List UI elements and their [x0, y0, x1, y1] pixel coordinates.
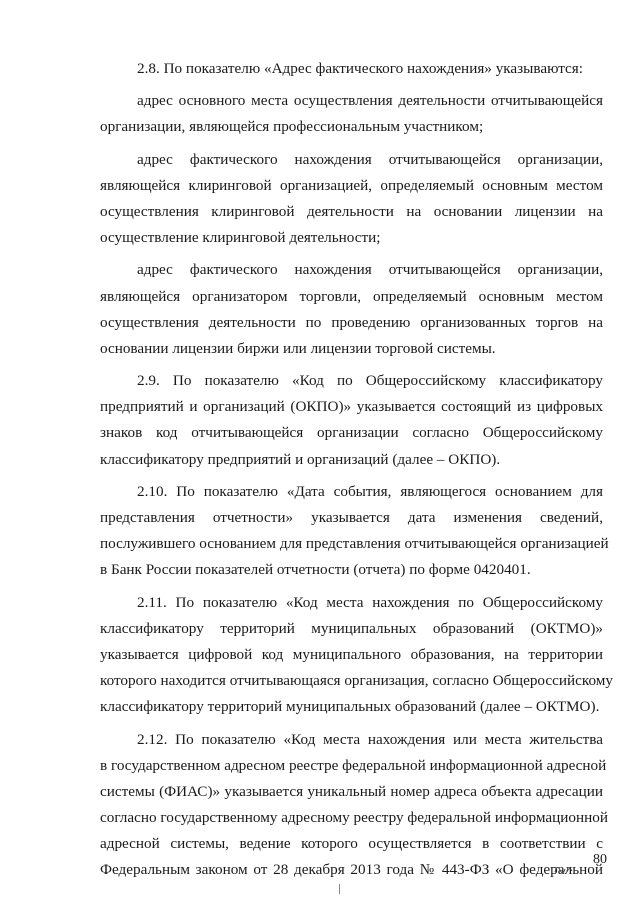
text-line: 2.11. По показателю «Код места нахождения по Общероссийскому [137, 593, 603, 611]
text-line: знаков код отчитывающейся организации согласно Общероссийскому [100, 424, 603, 442]
text-line: послужившего основанием для представления отчитывающейся организацией [100, 535, 609, 553]
text-line: адресной системы, ведение которого осуществляется в соответствии с [100, 835, 603, 853]
text-line: классификатору территорий муниципальных образований (далее – ОКТМО). [100, 698, 600, 716]
text-line: адрес основного места осуществления деятельности отчитывающейся [137, 92, 603, 110]
text-line: осуществления деятельности по проведению организованных торгов на [100, 313, 603, 331]
text-line: адрес фактического нахождения отчитывающейся организации, [137, 150, 603, 168]
text-line: Федеральным законом от 28 декабря 2013 года № 443-ФЗ «О федеральной [100, 861, 603, 879]
paragraph-2-11 [100, 590, 613, 721]
paragraph-2-9 [100, 368, 603, 473]
text-line: организации, являющейся профессиональным участником; [100, 118, 484, 136]
text-line: представления отчетности» указывается дата изменения сведений, [100, 509, 603, 526]
text-line: 2.12. По показателю «Код места нахождения или места жительства [137, 730, 603, 748]
text-line: 2.9. По показателю «Код по Общероссийскому классификатору [137, 372, 603, 390]
paragraph-2-8 [100, 56, 603, 82]
text-line: согласно государственному адресному реестру федеральной информационной [100, 809, 608, 827]
text-line: которого находится отчитывающаяся организация, согласно Общероссийскому [100, 672, 613, 690]
paragraph-2-12 [100, 727, 608, 884]
text-line: основании лицензии биржи или лицензии торговой системы. [100, 339, 496, 357]
text-line: являющейся клиринговой организацией, определяемый основным местом [100, 176, 603, 194]
text-line: в государственном адресном реестре федеральной информационной адресной [100, 756, 607, 774]
text-line: системы (ФИАС)» указывается уникальный номер адреса объекта адресации [100, 782, 603, 800]
text-line: 2.8. По показателю «Адрес фактического нахождения» указываются: [137, 60, 584, 77]
handwritten-mark [553, 860, 581, 876]
text-line: являющейся организатором торговли, определяемый основным местом [100, 287, 603, 305]
text-line: адрес фактического нахождения отчитывающейся организации, [137, 261, 603, 279]
text-line: классификатору предприятий и организаций (далее – ОКПО). [100, 450, 501, 468]
text-line: классификатору территорий муниципальных образований (ОКТМО)» [100, 619, 603, 637]
document-page [100, 56, 613, 884]
text-line: в Банк России показателей отчетности (отчета) по форме 0420401. [100, 561, 531, 579]
paragraph-2-8-b [100, 147, 603, 252]
scan-mark [339, 884, 340, 894]
paragraph-2-10 [100, 479, 609, 584]
paragraph-2-8-c [100, 257, 603, 362]
text-line: осуществление клиринговой деятельности; [100, 229, 381, 247]
paragraph-2-8-a [100, 88, 603, 140]
text-line: осуществления клиринговой деятельности на основании лицензии на [100, 202, 603, 220]
text-line: 2.10. По показателю «Дата события, являющегося основанием для [137, 482, 603, 500]
page-number: 80 [593, 852, 607, 867]
text-line: предприятий и организаций (ОКПО)» указывается состоящий из цифровых [100, 398, 603, 416]
text-line: указывается цифровой код муниципального образования, на территории [100, 645, 603, 663]
